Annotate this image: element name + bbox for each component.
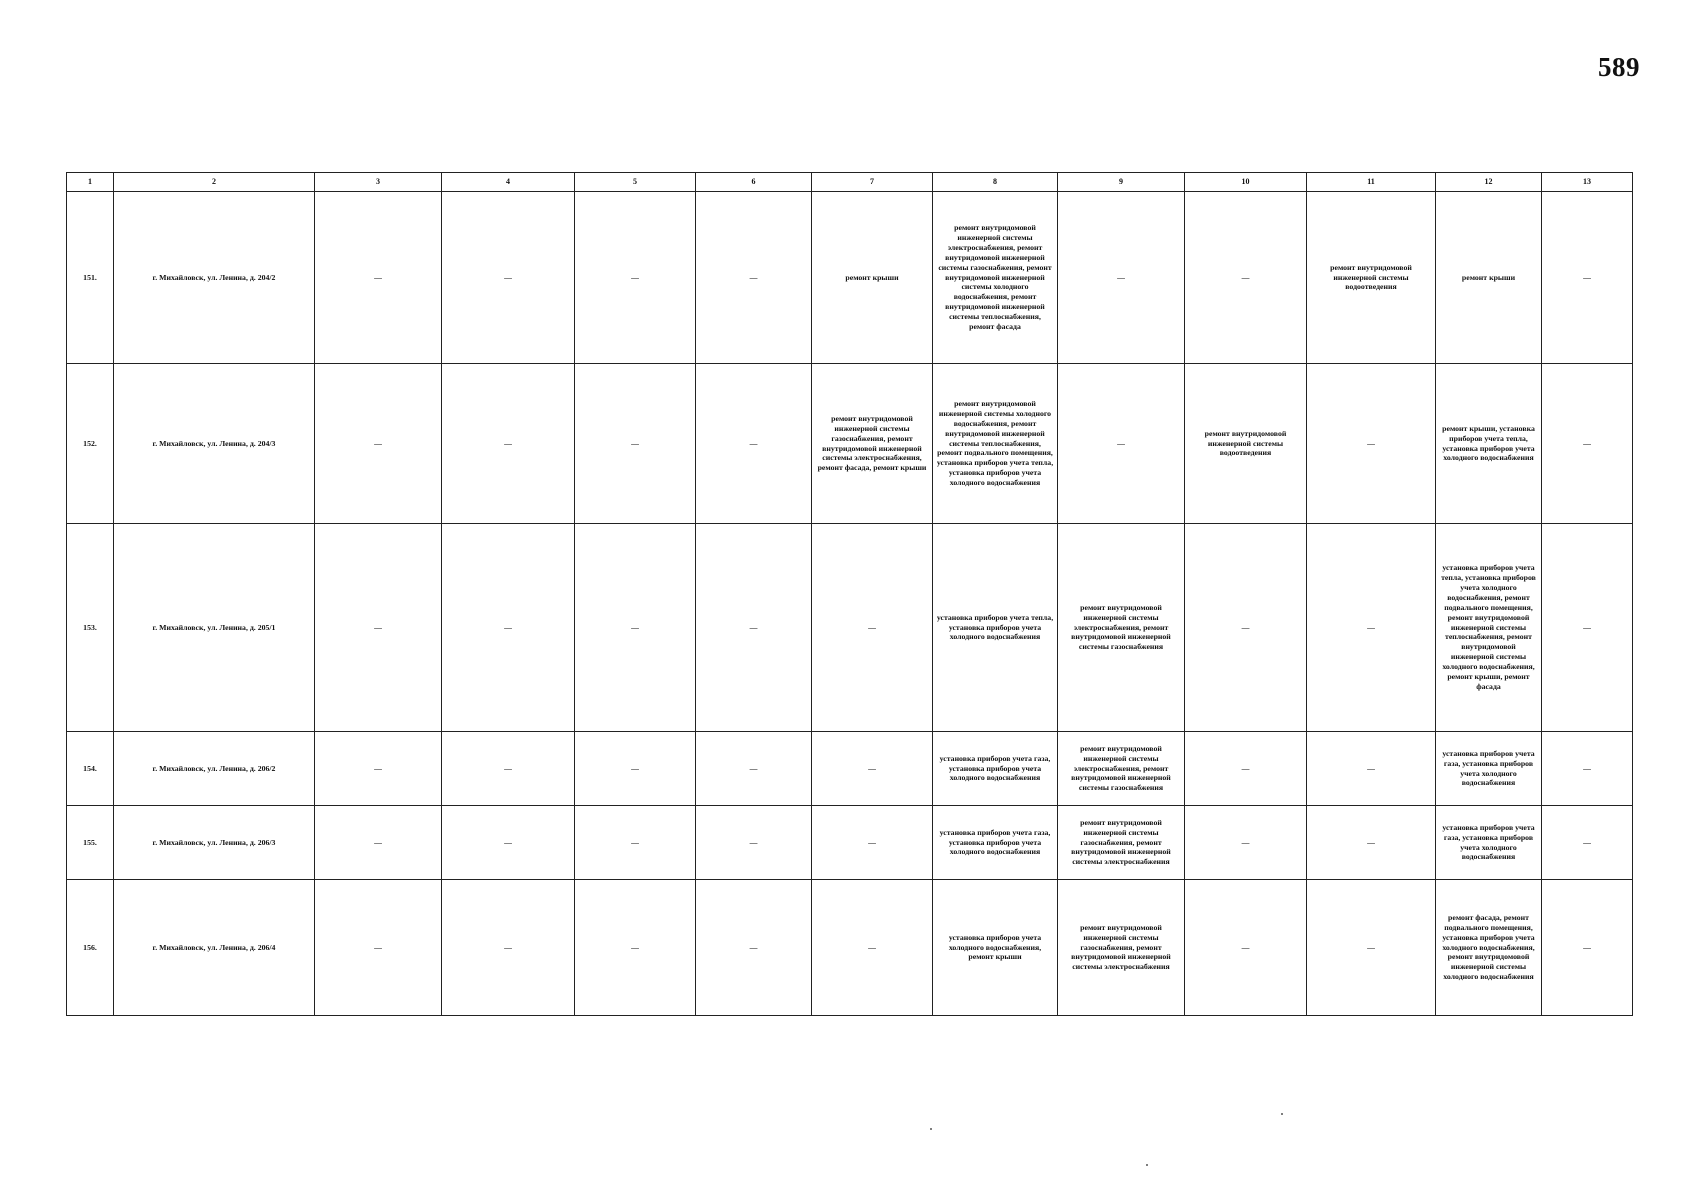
row-number: 151. (67, 192, 114, 364)
empty-dash: — (1542, 806, 1633, 880)
address-cell: г. Михайловск, ул. Ленина, д. 204/3 (114, 364, 315, 524)
page-number: 589 (1598, 52, 1640, 82)
empty-dash: — (1542, 880, 1633, 1016)
empty-dash: — (1185, 192, 1307, 364)
scan-speck (930, 1128, 932, 1130)
work-cell: установка приборов учета холодного водоснабжения, ремонт крыши (933, 880, 1058, 1016)
empty-dash: — (1542, 364, 1633, 524)
empty-dash: — (1185, 880, 1307, 1016)
work-cell: установка приборов учета газа, установка приборов учета холодного водоснабжения (933, 806, 1058, 880)
empty-dash: — (442, 732, 575, 806)
empty-dash: — (1542, 732, 1633, 806)
address-cell: г. Михайловск, ул. Ленина, д. 206/3 (114, 806, 315, 880)
column-number: 13 (1542, 173, 1633, 192)
work-cell: ремонт внутридомовой инженерной системы электроснабжения, ремонт внутридомовой инженерной системы газоснабжения, ремонт внутридомовой инженерной системы холодного водоснабжения, ремонт внутридомовой инженерной системы теплоснабжения, ремонт фасада (933, 192, 1058, 364)
empty-dash: — (1307, 524, 1436, 732)
empty-dash: — (1307, 880, 1436, 1016)
work-cell: ремонт крыши, установка приборов учета тепла, установка приборов учета холодного водоснабжения (1436, 364, 1542, 524)
empty-dash: — (442, 806, 575, 880)
column-number: 9 (1058, 173, 1185, 192)
work-cell: ремонт внутридомовой инженерной системы холодного водоснабжения, ремонт внутридомовой инженерной системы теплоснабжения, ремонт подвального помещения, установка приборов учета тепла, установка приборов учета холодного водоснабжения (933, 364, 1058, 524)
empty-dash: — (1542, 524, 1633, 732)
empty-dash: — (442, 524, 575, 732)
empty-dash: — (315, 732, 442, 806)
row-number: 155. (67, 806, 114, 880)
work-cell: ремонт внутридомовой инженерной системы газоснабжения, ремонт внутридомовой инженерной системы электроснабжения (1058, 880, 1185, 1016)
empty-dash: — (1185, 732, 1307, 806)
address-cell: г. Михайловск, ул. Ленина, д. 206/2 (114, 732, 315, 806)
table-row (67, 524, 1633, 732)
empty-dash: — (315, 524, 442, 732)
address-cell: г. Михайловск, ул. Ленина, д. 204/2 (114, 192, 315, 364)
column-number: 8 (933, 173, 1058, 192)
empty-dash: — (1542, 192, 1633, 364)
work-cell: установка приборов учета газа, установка приборов учета холодного водоснабжения (933, 732, 1058, 806)
empty-dash: — (696, 192, 812, 364)
column-number: 6 (696, 173, 812, 192)
column-number: 2 (114, 173, 315, 192)
row-number: 153. (67, 524, 114, 732)
column-number: 11 (1307, 173, 1436, 192)
register-table (66, 172, 1633, 1016)
empty-dash: — (575, 732, 696, 806)
empty-dash: — (315, 192, 442, 364)
work-cell: ремонт внутридомовой инженерной системы газоснабжения, ремонт внутридомовой инженерной системы электроснабжения (1058, 806, 1185, 880)
column-number: 1 (67, 173, 114, 192)
empty-dash: — (1185, 524, 1307, 732)
table-row (67, 732, 1633, 806)
row-number: 152. (67, 364, 114, 524)
row-number: 156. (67, 880, 114, 1016)
empty-dash: — (696, 524, 812, 732)
empty-dash: — (315, 806, 442, 880)
empty-dash: — (1058, 364, 1185, 524)
empty-dash: — (315, 364, 442, 524)
column-number: 10 (1185, 173, 1307, 192)
table-row (67, 880, 1633, 1016)
empty-dash: — (575, 524, 696, 732)
column-number: 5 (575, 173, 696, 192)
empty-dash: — (812, 806, 933, 880)
work-cell: ремонт внутридомовой инженерной системы электроснабжения, ремонт внутридомовой инженерной системы газоснабжения (1058, 524, 1185, 732)
empty-dash: — (696, 364, 812, 524)
column-number: 4 (442, 173, 575, 192)
empty-dash: — (575, 880, 696, 1016)
empty-dash: — (575, 364, 696, 524)
empty-dash: — (1307, 806, 1436, 880)
empty-dash: — (696, 880, 812, 1016)
empty-dash: — (812, 732, 933, 806)
table-row (67, 806, 1633, 880)
column-number-row (67, 173, 1633, 192)
work-cell: ремонт внутридомовой инженерной системы газоснабжения, ремонт внутридомовой инженерной системы электроснабжения, ремонт фасада, ремонт крыши (812, 364, 933, 524)
empty-dash: — (442, 880, 575, 1016)
empty-dash: — (575, 192, 696, 364)
column-number: 3 (315, 173, 442, 192)
scan-speck (1281, 1113, 1283, 1115)
empty-dash: — (696, 806, 812, 880)
work-cell: ремонт внутридомовой инженерной системы водоотведения (1185, 364, 1307, 524)
table-row (67, 364, 1633, 524)
work-cell: ремонт внутридомовой инженерной системы водоотведения (1307, 192, 1436, 364)
empty-dash: — (1058, 192, 1185, 364)
work-cell: установка приборов учета тепла, установка приборов учета холодного водоснабжения, ремонт подвального помещения, ремонт внутридомовой инженерной системы теплоснабжения, ремонт внутридомовой инженерной системы холодного водоснабжения, ремонт крыши, ремонт фасада (1436, 524, 1542, 732)
empty-dash: — (1307, 732, 1436, 806)
empty-dash: — (575, 806, 696, 880)
work-cell: ремонт внутридомовой инженерной системы электроснабжения, ремонт внутридомовой инженерной системы газоснабжения (1058, 732, 1185, 806)
work-cell: установка приборов учета тепла, установка приборов учета холодного водоснабжения (933, 524, 1058, 732)
work-cell: установка приборов учета газа, установка приборов учета холодного водоснабжения (1436, 732, 1542, 806)
address-cell: г. Михайловск, ул. Ленина, д. 205/1 (114, 524, 315, 732)
empty-dash: — (442, 192, 575, 364)
empty-dash: — (812, 524, 933, 732)
work-cell: установка приборов учета газа, установка приборов учета холодного водоснабжения (1436, 806, 1542, 880)
empty-dash: — (315, 880, 442, 1016)
empty-dash: — (696, 732, 812, 806)
scan-speck (1146, 1164, 1148, 1166)
work-cell: ремонт крыши (812, 192, 933, 364)
empty-dash: — (1307, 364, 1436, 524)
column-number: 12 (1436, 173, 1542, 192)
empty-dash: — (442, 364, 575, 524)
work-cell: ремонт фасада, ремонт подвального помещения, установка приборов учета холодного водоснабжения, ремонт внутридомовой инженерной системы холодного водоснабжения (1436, 880, 1542, 1016)
address-cell: г. Михайловск, ул. Ленина, д. 206/4 (114, 880, 315, 1016)
empty-dash: — (1185, 806, 1307, 880)
empty-dash: — (812, 880, 933, 1016)
column-number: 7 (812, 173, 933, 192)
table-row (67, 192, 1633, 364)
work-cell: ремонт крыши (1436, 192, 1542, 364)
row-number: 154. (67, 732, 114, 806)
